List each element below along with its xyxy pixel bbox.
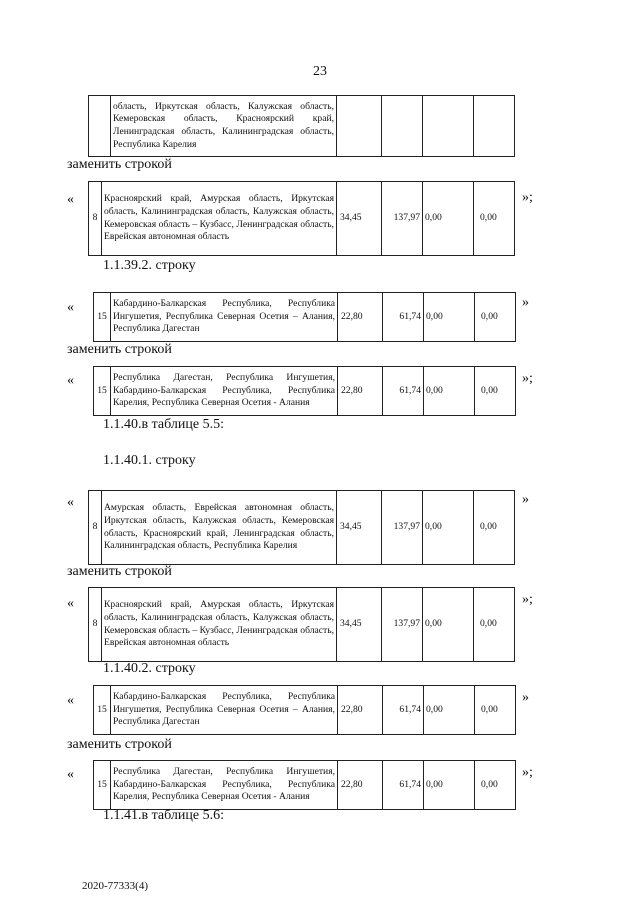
regions-cell: Республика Дагестан, Республика Ингушетия, Кабардино-Балкарская Республика, Республика Карелия, Республика Северная Осетия - Алания [111, 367, 338, 416]
region-table [93, 685, 516, 735]
close-quote: »; [522, 190, 533, 205]
value-cell-4: 0,00 [475, 686, 516, 735]
section-heading: заменить строкой [67, 564, 172, 579]
value-cell-3: 0,00 [424, 367, 475, 416]
table-row [89, 182, 515, 256]
value-cell-2: 137,97 [382, 182, 423, 256]
value-cell-4: 0,00 [474, 491, 515, 565]
row-number-cell: 15 [94, 367, 111, 416]
region-table-continued [88, 95, 515, 157]
section-heading: заменить строкой [67, 737, 172, 752]
section-heading: заменить строкой [67, 157, 172, 172]
region-table [88, 181, 515, 256]
row-number-cell: 15 [94, 293, 111, 342]
page-number: 23 [313, 64, 327, 79]
section-heading: 1.1.39.2. строку [103, 258, 196, 273]
region-table [88, 587, 515, 662]
section-heading: 1.1.40.2. строку [103, 661, 196, 676]
regions-cell: Амурская область, Еврейская автономная область, Иркутская область, Калужская область, Кемеровская область, Красноярский край, Ленинградская область, Калининградская область, Республика Карелия [102, 491, 337, 565]
section-heading: заменить строкой [67, 342, 172, 357]
table-row [89, 588, 515, 662]
table-row [94, 686, 516, 735]
value-cell-1: 22,80 [338, 761, 383, 810]
value-cell-2: 61,74 [383, 293, 424, 342]
value-cell-3: 0,00 [424, 293, 475, 342]
region-table [93, 292, 516, 342]
close-quote: »; [522, 592, 533, 607]
regions-cell: Красноярский край, Амурская область, Иркутская область, Калининградская область, Калужская область, Кемеровская область – Кузбасс, Ленинградская область, Еврейская автономная область [102, 588, 337, 662]
close-quote: »; [522, 765, 533, 780]
value-cell-4: 0,00 [475, 293, 516, 342]
open-quote: « [67, 495, 74, 510]
value-cell-4: 0,00 [475, 367, 516, 416]
value-cell-4: 0,00 [474, 588, 515, 662]
value-cell-2 [382, 96, 423, 157]
open-quote: « [67, 693, 74, 708]
region-table [88, 490, 515, 565]
open-quote: « [67, 373, 74, 388]
value-cell-1 [337, 96, 382, 157]
value-cell-4: 0,00 [475, 761, 516, 810]
row-number-cell: 15 [94, 761, 111, 810]
value-cell-1: 22,80 [338, 293, 383, 342]
value-cell-1: 34,45 [337, 491, 382, 565]
section-heading: 1.1.41.в таблице 5.6: [103, 808, 224, 823]
row-number-cell [89, 96, 111, 157]
row-number-cell: 8 [89, 491, 102, 565]
row-number-cell: 15 [94, 686, 111, 735]
region-table [93, 760, 516, 810]
value-cell-4 [474, 96, 515, 157]
table-row [94, 293, 516, 342]
value-cell-2: 61,74 [383, 686, 424, 735]
close-quote: » [522, 690, 529, 705]
table-row [89, 96, 515, 157]
table-row [94, 367, 516, 416]
value-cell-1: 22,80 [338, 367, 383, 416]
value-cell-3 [423, 96, 474, 157]
value-cell-2: 137,97 [382, 491, 423, 565]
row-number-cell: 8 [89, 182, 102, 256]
close-quote: » [522, 295, 529, 310]
open-quote: « [67, 596, 74, 611]
value-cell-3: 0,00 [423, 588, 474, 662]
value-cell-1: 22,80 [338, 686, 383, 735]
value-cell-3: 0,00 [424, 761, 475, 810]
regions-cell: область, Иркутская область, Калужская область, Кемеровская область, Красноярский край, Ленинградская область, Калининградская область, Республика Карелия [111, 96, 337, 157]
open-quote: « [67, 767, 74, 782]
value-cell-2: 61,74 [383, 367, 424, 416]
document-code: 2020-77333(4) [82, 880, 148, 892]
open-quote: « [67, 192, 74, 207]
region-table [93, 366, 516, 416]
value-cell-1: 34,45 [337, 588, 382, 662]
regions-cell: Республика Дагестан, Республика Ингушетия, Кабардино-Балкарская Республика, Республика Карелия, Республика Северная Осетия - Алания [111, 761, 338, 810]
close-quote: » [522, 492, 529, 507]
table-row [89, 491, 515, 565]
value-cell-4: 0,00 [474, 182, 515, 256]
section-heading: 1.1.40.1. строку [103, 453, 196, 468]
regions-cell: Кабардино-Балкарская Республика, Республика Ингушетия, Республика Северная Осетия – Алания, Республика Дагестан [111, 686, 338, 735]
value-cell-3: 0,00 [423, 182, 474, 256]
row-number-cell: 8 [89, 588, 102, 662]
value-cell-3: 0,00 [424, 686, 475, 735]
value-cell-2: 137,97 [382, 588, 423, 662]
table-row [94, 761, 516, 810]
regions-cell: Кабардино-Балкарская Республика, Республика Ингушетия, Республика Северная Осетия – Алания, Республика Дагестан [111, 293, 338, 342]
section-heading: 1.1.40.в таблице 5.5: [103, 417, 224, 432]
value-cell-2: 61,74 [383, 761, 424, 810]
close-quote: »; [522, 371, 533, 386]
value-cell-1: 34,45 [337, 182, 382, 256]
open-quote: « [67, 300, 74, 315]
regions-cell: Красноярский край, Амурская область, Иркутская область, Калининградская область, Калужская область, Кемеровская область – Кузбасс, Ленинградская область, Еврейская автономная область [102, 182, 337, 256]
value-cell-3: 0,00 [423, 491, 474, 565]
